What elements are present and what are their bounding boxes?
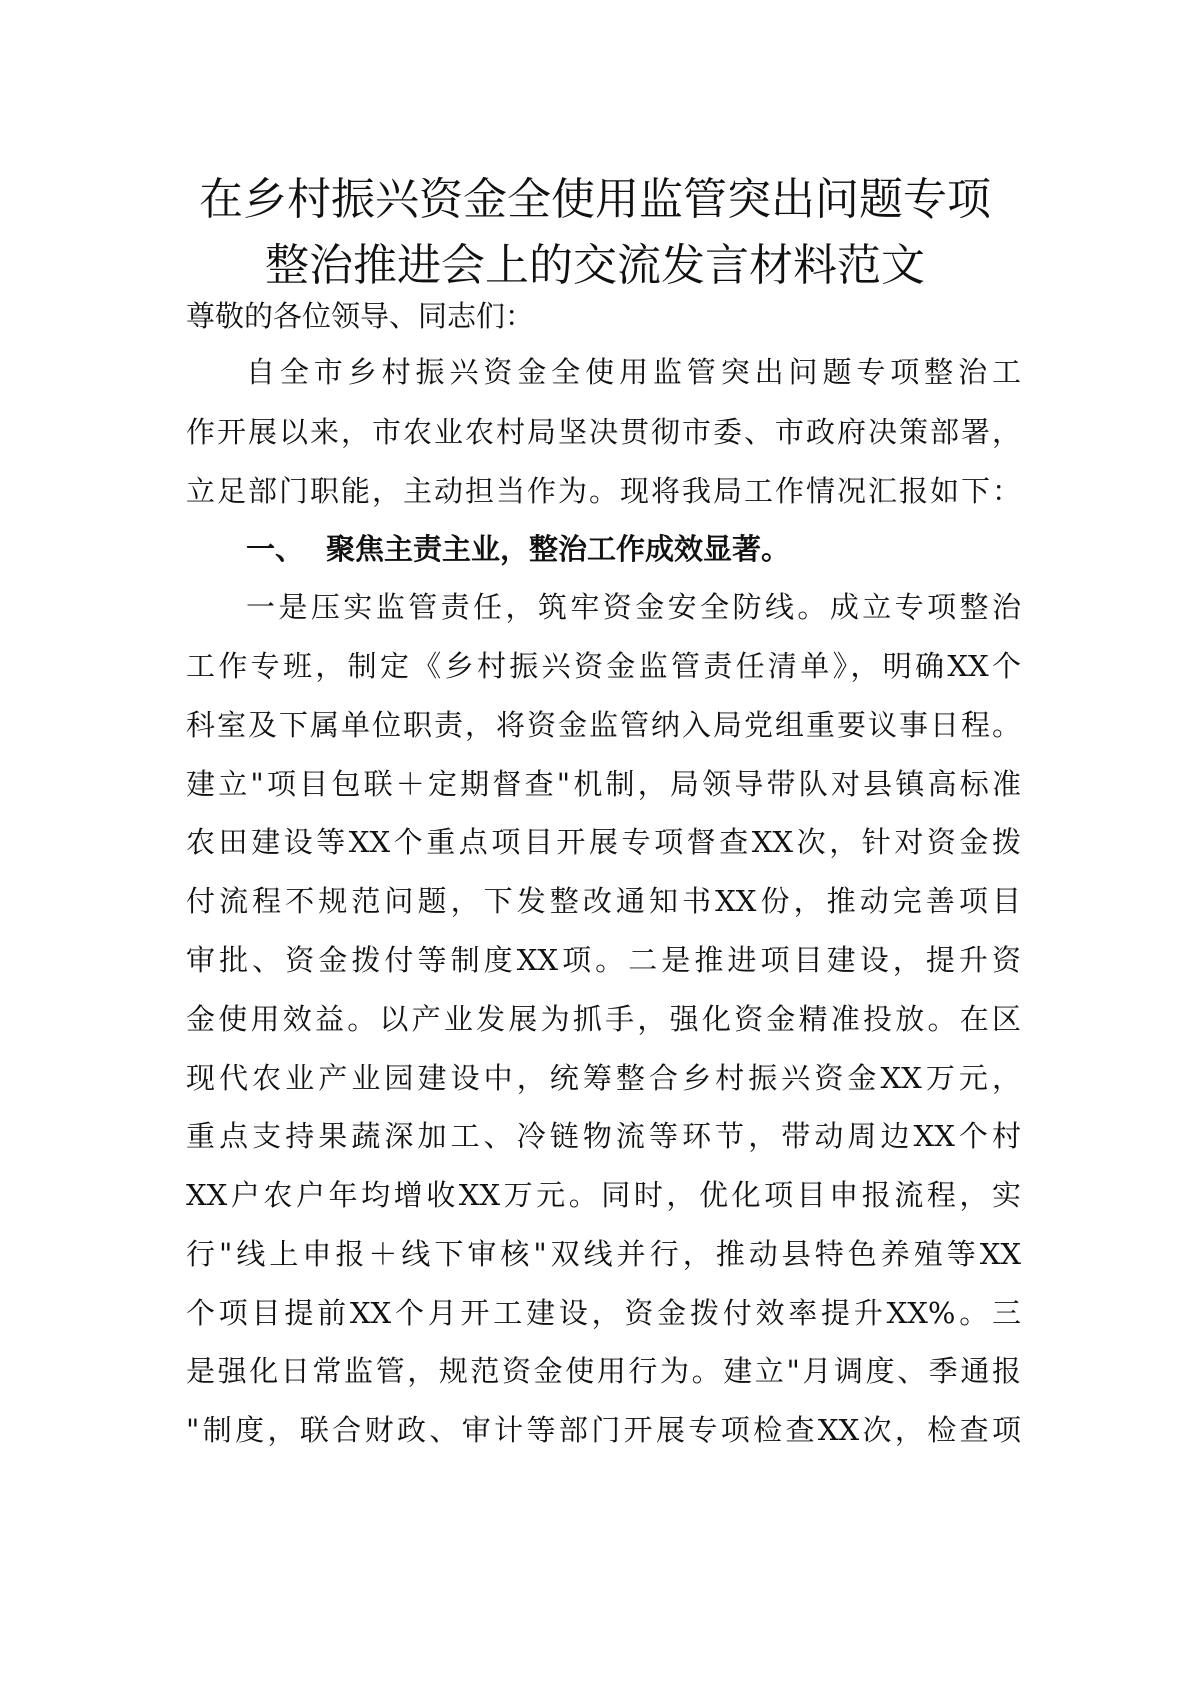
body-line: 建立"项目包联＋定期督查"机制，局领导带队对县镇高标准 xyxy=(186,767,1021,801)
intro-line: 自全市乡村振兴资金全使用监管突出问题专项整治工 xyxy=(246,355,1021,389)
document-title-line-2: 整治推进会上的交流发言材料范文 xyxy=(265,240,925,291)
body-line: "制度，联合财政、审计等部门开展专项检查XX次，检查项 xyxy=(186,1413,1021,1447)
section-heading-text: 聚焦主责主业，整治工作成效显著。 xyxy=(326,532,791,566)
body-line: 重点支持果蔬深加工、冷链物流等环节，带动周边XX个村 xyxy=(186,1119,1021,1153)
body-line: 科室及下属单位职责，将资金监管纳入局党组重要议事日程。 xyxy=(186,708,1021,742)
body-line: 一是压实监管责任，筑牢资金安全防线。成立专项整治 xyxy=(246,590,1021,624)
salutation: 尊敬的各位领导、同志们： xyxy=(186,299,535,333)
body-line: 现代农业产业园建设中，统筹整合乡村振兴资金XX万元， xyxy=(186,1061,1021,1095)
body-line: 个项目提前XX个月开工建设，资金拨付效率提升XX%。三 xyxy=(186,1296,1021,1330)
body-line: 工作专班，制定《乡村振兴资金监管责任清单》，明确XX个 xyxy=(186,649,1021,683)
body-line: 审批、资金拨付等制度XX项。二是推进项目建设，提升资 xyxy=(186,943,1021,977)
body-line: 付流程不规范问题，下发整改通知书XX份，推动完善项目 xyxy=(186,884,1021,918)
section-heading xyxy=(246,529,790,569)
document-title-line-1: 在乡村振兴资金全使用监管突出问题专项 xyxy=(199,174,991,225)
body-line: 行"线上申报＋线下审核"双线并行，推动县特色养殖等XX xyxy=(186,1237,1021,1271)
body-line: 是强化日常监管，规范资金使用行为。建立"月调度、季通报 xyxy=(186,1354,1021,1388)
body-line: 农田建设等XX个重点项目开展专项督查XX次，针对资金拨 xyxy=(186,825,1021,859)
section-number: 一、 xyxy=(246,532,305,566)
body-line: XX户农户年均增收XX万元。同时，优化项目申报流程，实 xyxy=(186,1178,1021,1212)
intro-line: 立足部门职能，主动担当作为。现将我局工作情况汇报如下： xyxy=(186,474,1021,508)
intro-line: 作开展以来，市农业农村局坚决贯彻市委、市政府决策部署， xyxy=(186,415,1021,449)
body-line: 金使用效益。以产业发展为抓手，强化资金精准投放。在区 xyxy=(186,1002,1021,1036)
